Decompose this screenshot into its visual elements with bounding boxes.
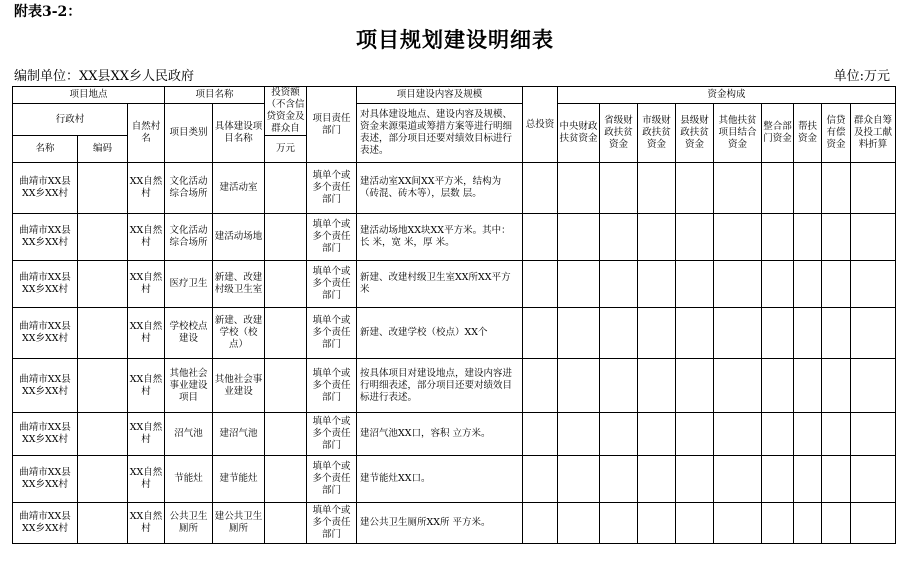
cell-category: 节能灶 (165, 456, 213, 503)
header-content-desc: 对具体建设地点、建设内容及规模、资金来源渠道或筹措方案等进行明细表述，部分项目还要对绩效目标进行表述。 (357, 104, 523, 163)
header-fund-self: 群众自筹及投工献料折算 (851, 104, 896, 163)
cell-village: XX自然村 (128, 359, 165, 413)
header-admin-village: 行政村 (13, 104, 128, 136)
cell-project: 建活动场地 (213, 214, 265, 261)
header-wanyuan: 万元 (265, 136, 307, 163)
cell-village: XX自然村 (128, 503, 165, 544)
header-fund-credit: 信贷有偿资金 (822, 104, 851, 163)
cell-content: 建公共卫生厕所XX所 平方米。 (357, 503, 523, 544)
header-fund-integrated: 整合部门资金 (762, 104, 794, 163)
header-fund-central: 中央财政扶贫资金 (558, 104, 600, 163)
cell-content: 建节能灶XX口。 (357, 456, 523, 503)
table-row (13, 163, 896, 214)
cell-dept: 填单个或多个责任部门 (307, 413, 357, 456)
cell-village: XX自然村 (128, 456, 165, 503)
cell-category: 文化活动综合场所 (165, 214, 213, 261)
cell-dept: 填单个或多个责任部门 (307, 261, 357, 308)
cell-place: 曲靖市XX县XX乡XX村 (13, 359, 78, 413)
cell-project: 其他社会事业建设 (213, 359, 265, 413)
cell-dept: 填单个或多个责任部门 (307, 163, 357, 214)
cell-dept: 填单个或多个责任部门 (307, 503, 357, 544)
table-row (13, 261, 896, 308)
cell-village: XX自然村 (128, 413, 165, 456)
cell-project: 建沼气池 (213, 413, 265, 456)
table-row (13, 359, 896, 413)
cell-category: 文化活动综合场所 (165, 163, 213, 214)
cell-category: 沼气池 (165, 413, 213, 456)
cell-place: 曲靖市XX县XX乡XX村 (13, 456, 78, 503)
cell-project: 建活动室 (213, 163, 265, 214)
cell-place: 曲靖市XX县XX乡XX村 (13, 163, 78, 214)
cell-dept: 填单个或多个责任部门 (307, 214, 357, 261)
header-fund-city: 市级财政扶贫资金 (638, 104, 676, 163)
header-responsible: 项目责任部门 (307, 87, 357, 163)
header-funds: 资金构成 (558, 87, 896, 104)
compiler-unit: 编制单位：XX县XX乡人民政府 (14, 69, 195, 84)
table-row (13, 214, 896, 261)
cell-dept: 填单个或多个责任部门 (307, 456, 357, 503)
cell-village: XX自然村 (128, 214, 165, 261)
header-investment: 投资额（不含信贷资金及群众自 (266, 87, 305, 134)
cell-content: 按具体项目对建设地点，建设内容进行明细表述，部分项目还要对绩效目标进行表述。 (357, 359, 523, 413)
table-row (13, 456, 896, 503)
header-total: 总投资 (523, 87, 558, 163)
header-name: 项目名称 (165, 87, 265, 104)
currency-unit: 单位:万元 (833, 69, 890, 84)
header-fund-assist: 帮扶资金 (794, 104, 822, 163)
page-title: 项目规划建设明细表 (356, 27, 554, 52)
cell-project: 建节能灶 (213, 456, 265, 503)
cell-category: 医疗卫生 (165, 261, 213, 308)
cell-project: 建公共卫生厕所 (213, 503, 265, 544)
cell-content: 建沼气池XX口，容积 立方米。 (357, 413, 523, 456)
header-fund-county: 县级财政扶贫资金 (676, 104, 714, 163)
cell-village: XX自然村 (128, 163, 165, 214)
header-fund-other: 其他扶贫项目结合资金 (714, 104, 762, 163)
table-row (13, 503, 896, 544)
cell-place: 曲靖市XX县XX乡XX村 (13, 413, 78, 456)
cell-dept: 填单个或多个责任部门 (307, 359, 357, 413)
project-table (12, 86, 896, 544)
cell-village: XX自然村 (128, 308, 165, 359)
header-natural-village: 自然村名 (128, 104, 165, 163)
cell-place: 曲靖市XX县XX乡XX村 (13, 261, 78, 308)
cell-category: 其他社会事业建设项目 (165, 359, 213, 413)
header-category: 项目类别 (165, 104, 213, 163)
header-location: 项目地点 (13, 87, 165, 104)
cell-village: XX自然村 (128, 261, 165, 308)
cell-category: 学校校点建设 (165, 308, 213, 359)
cell-content: 新建、改建学校（校点）XX个 (357, 308, 523, 359)
cell-place: 曲靖市XX县XX乡XX村 (13, 308, 78, 359)
cell-project: 新建、改建村级卫生室 (213, 261, 265, 308)
header-cname: 名称 (13, 136, 78, 163)
table-body (13, 87, 896, 544)
cell-category: 公共卫生厕所 (165, 503, 213, 544)
appendix-label: 附表3-2： (14, 4, 82, 20)
cell-project: 新建、改建学校（校点） (213, 308, 265, 359)
cell-place: 曲靖市XX县XX乡XX村 (13, 503, 78, 544)
table-row (13, 413, 896, 456)
header-fund-province: 省级财政扶贫资金 (600, 104, 638, 163)
cell-content: 建活动场地XX块XX平方米。其中：长 米，宽 米，厚 米。 (357, 214, 523, 261)
cell-dept: 填单个或多个责任部门 (307, 308, 357, 359)
cell-content: 建活动室XX间XX平方米，结构为（砖混、砖木等），层数 层。 (357, 163, 523, 214)
cell-content: 新建、改建村级卫生室XX所XX平方米 (357, 261, 523, 308)
cell-place: 曲靖市XX县XX乡XX村 (13, 214, 78, 261)
header-content: 项目建设内容及规模 (357, 87, 523, 104)
header-specific-name: 具体建设项目名称 (213, 104, 265, 163)
header-code: 编码 (78, 136, 128, 163)
table-row (13, 308, 896, 359)
